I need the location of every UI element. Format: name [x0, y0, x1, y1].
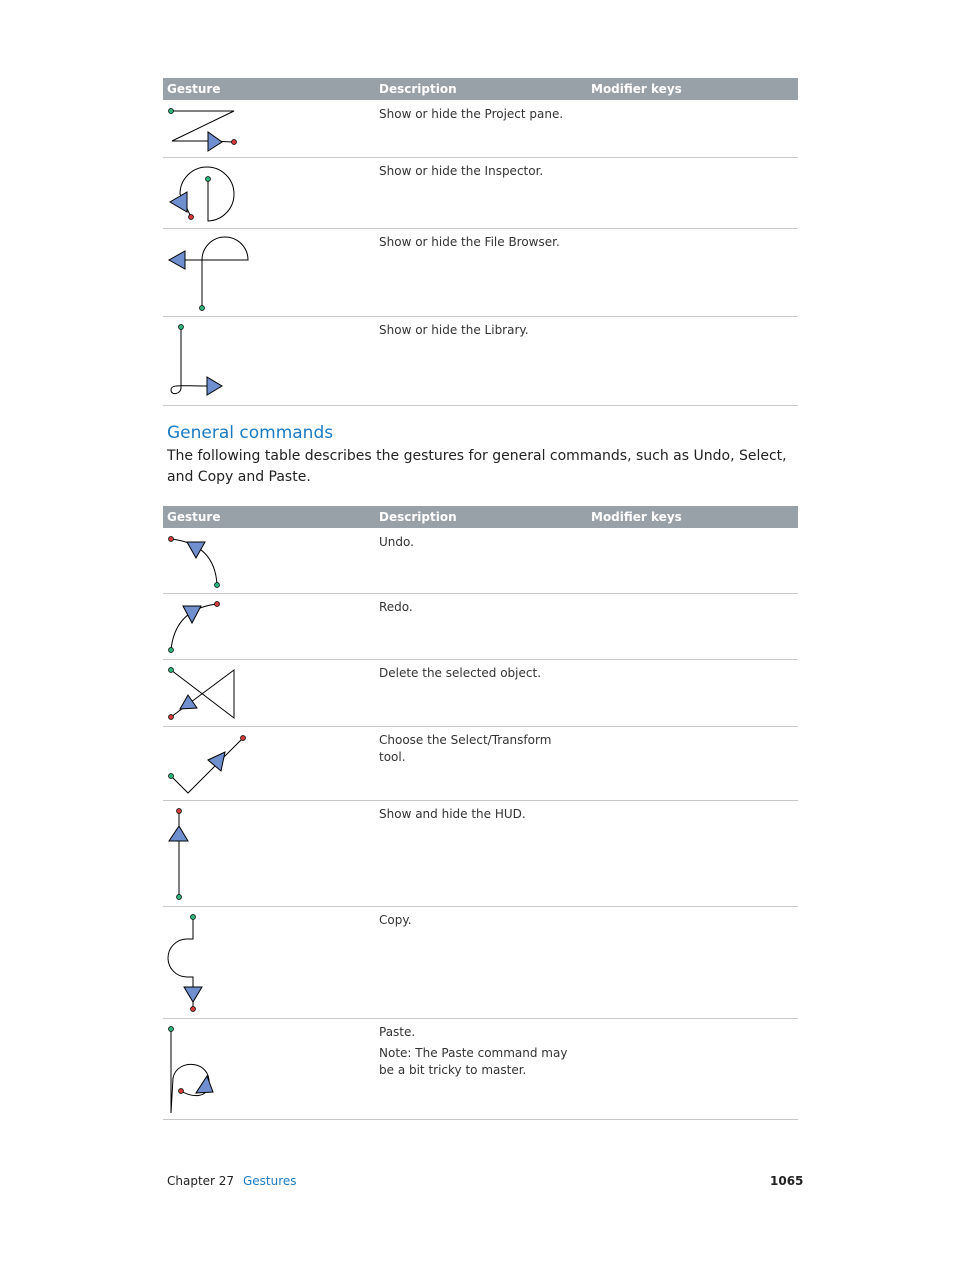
header-modifier-keys: Modifier keys: [591, 82, 682, 96]
row-description: Paste.: [379, 1025, 416, 1039]
header-modifier-keys: Modifier keys: [591, 510, 682, 524]
page-number: 1065: [770, 1174, 804, 1188]
gesture-l-icon: [163, 316, 253, 405]
gesture-check-icon: [163, 726, 253, 800]
table-row: [163, 906, 798, 1019]
header-description: Description: [379, 510, 457, 524]
table-header: [163, 78, 798, 100]
table-row: [163, 726, 798, 801]
table-row: [163, 316, 798, 406]
row-description: Show or hide the Inspector.: [379, 164, 544, 178]
row-description: Choose the Select/Transform tool.: [379, 733, 552, 764]
gesture-redo-icon: [163, 593, 253, 659]
table-row: [163, 659, 798, 727]
gesture-p-icon: [163, 228, 253, 316]
table-row: [163, 800, 798, 907]
gesture-z-icon: [163, 100, 253, 157]
table-row: [163, 1018, 798, 1120]
gesture-delete-icon: [163, 659, 253, 726]
section-intro: The following table describes the gestures for general commands, such as Undo, Select, and Copy and Paste.: [167, 448, 787, 485]
footer-chapter-link[interactable]: Gestures: [243, 1174, 297, 1188]
gesture-copy-icon: [163, 906, 253, 1018]
row-description: Show or hide the File Browser.: [379, 235, 560, 249]
row-description: Show or hide the Project pane.: [379, 107, 564, 121]
table-row: [163, 593, 798, 660]
header-description: Description: [379, 82, 457, 96]
row-description: Redo.: [379, 600, 413, 614]
table-row: [163, 100, 798, 158]
gesture-up-icon: [163, 800, 253, 906]
row-description: Show and hide the HUD.: [379, 807, 526, 821]
row-note: Note: The Paste command may be a bit tricky to master.: [379, 1046, 568, 1077]
row-description: Copy.: [379, 913, 412, 927]
header-gesture: Gesture: [167, 510, 221, 524]
table-header: [163, 506, 798, 528]
table-row: [163, 157, 798, 229]
gesture-paste-icon: [163, 1018, 253, 1119]
section-title: General commands: [167, 423, 334, 443]
row-description: Undo.: [379, 535, 414, 549]
row-description: Delete the selected object.: [379, 666, 542, 680]
gesture-circle-icon: [163, 157, 253, 228]
header-gesture: Gesture: [167, 82, 221, 96]
footer-chapter: Chapter 27: [167, 1174, 235, 1188]
table-row: [163, 528, 798, 594]
gesture-undo-icon: [163, 528, 253, 593]
table-row: [163, 228, 798, 317]
row-description: Show or hide the Library.: [379, 323, 529, 337]
